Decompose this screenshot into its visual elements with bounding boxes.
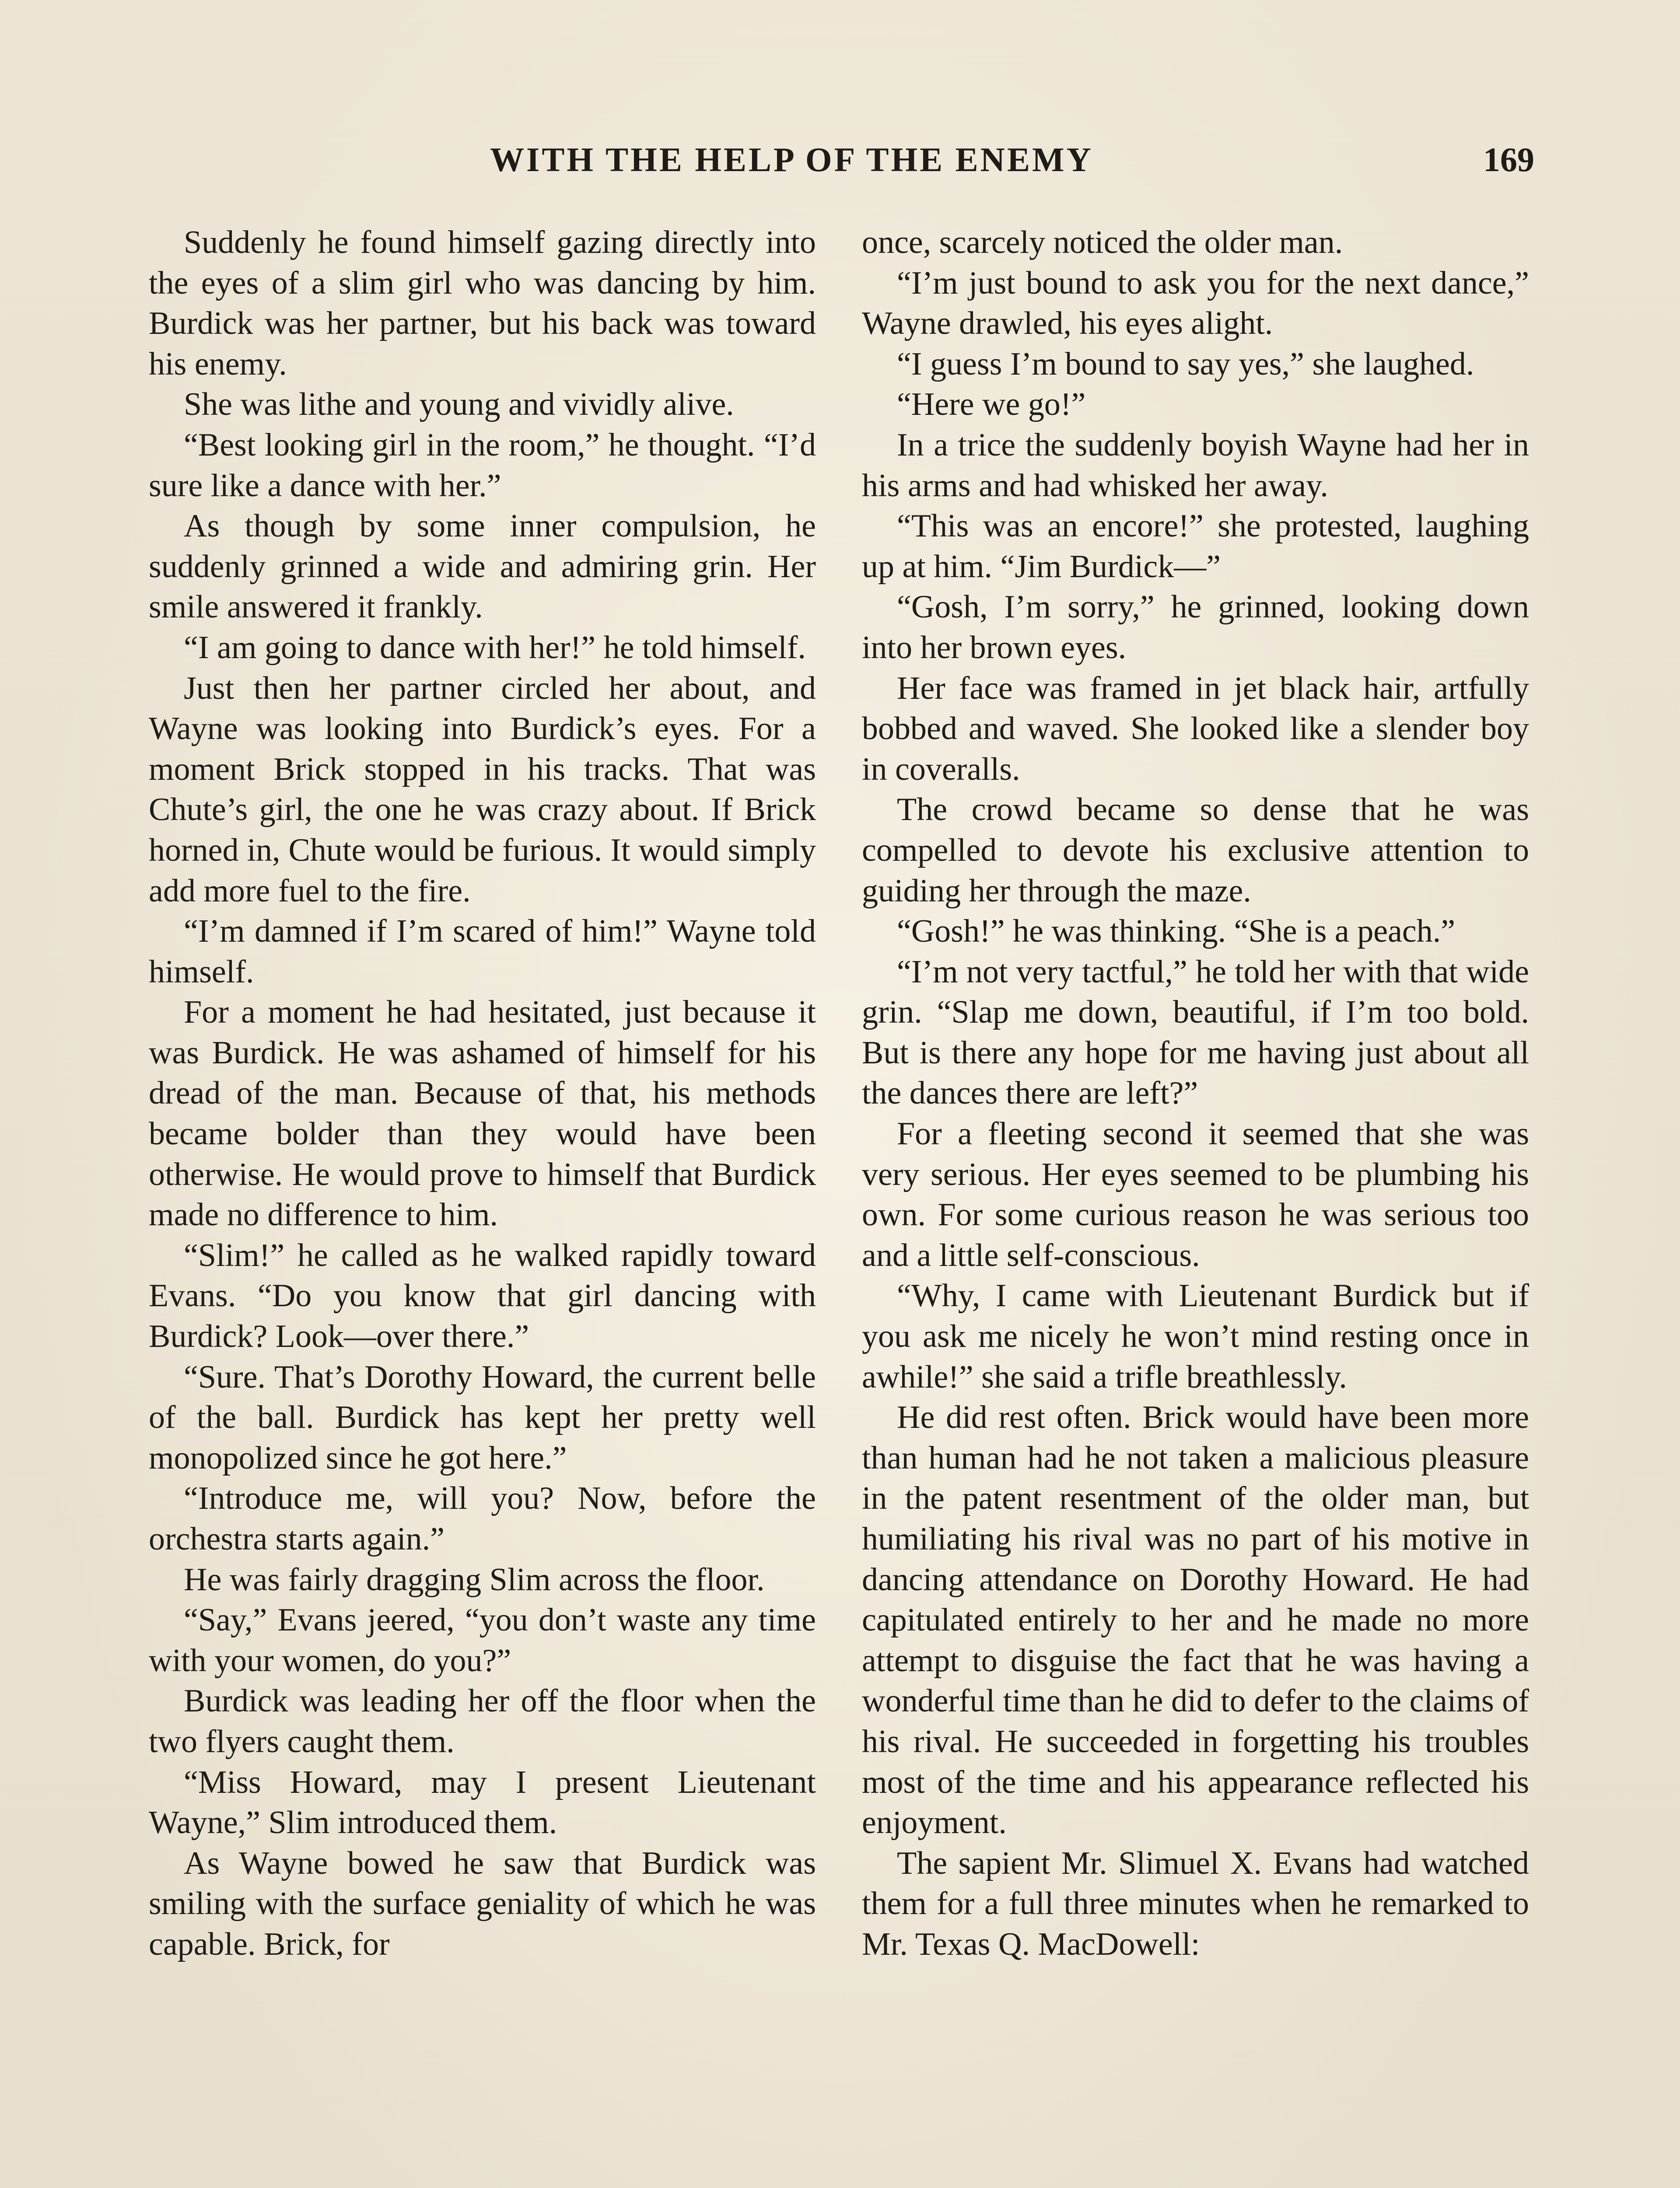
paragraph: “Introduce me, will you? Now, before the orchestra starts again.” [149,1480,816,1557]
paragraph: “I am going to dance with her!” he told himself. [184,629,806,666]
paragraph: He did rest often. Brick would have been more than human had he not taken a malicious pleasure in the patent resentment of the older man, but humiliating his rival was no part of his motive in dancing attendance on Dorothy Howard. He had capitulated entirely to her and he made no more attempt to disguise the fact that he was having a wonderful time than he did to defer to the claims of his rival. He succeeded in forgetting his troubles most of the time and his appearance reflected his enjoyment. [862,1399,1529,1841]
paragraph: “Say,” Evans jeered, “you don’t waste any time with your women, do you?” [149,1602,816,1679]
paragraph: As Wayne bowed he saw that Burdick was smiling with the surface geniality of which he was capable. Brick, for [149,1845,816,1962]
paragraph: “This was an encore!” she protested, laughing up at him. “Jim Burdick—” [862,508,1529,585]
running-title: WITH THE HELP OF THE ENEMY [490,140,1093,179]
paragraph: Just then her partner circled her about, and Wayne was looking into Burdick’s eyes. For a moment Brick stopped in his tracks. That was Chute’s girl, the one he was crazy about. If Brick horned in, Chute would be furious. It would simply add more fuel to the fire. [149,670,816,909]
paragraph: “I guess I’m bound to say yes,” she laughed. [897,346,1474,382]
paragraph: “Gosh!” he was thinking. “She is a peach.” [897,913,1456,950]
paragraph: “I’m damned if I’m scared of him!” Wayne told himself. [149,913,816,990]
left-column [149,222,816,1965]
paragraph: “Sure. That’s Dorothy Howard, the current belle of the ball. Burdick has kept her pretty well monopolized since he got here.” [149,1359,816,1476]
paragraph: “I’m just bound to ask you for the next dance,” Wayne drawled, his eyes alight. [862,265,1529,342]
paragraph: In a trice the suddenly boyish Wayne had her in his arms and had whisked her away. [862,427,1529,504]
paragraph: “Here we go!” [897,386,1086,423]
paragraph: For a fleeting second it seemed that she was very serious. Her eyes seemed to be plumbing his own. For some curious reason he was serious too and a little self-conscious. [862,1116,1529,1273]
paragraph: “Slim!” he called as he walked rapidly toward Evans. “Do you know that girl dancing with Burdick? Look—over there.” [149,1237,816,1355]
paragraph: Her face was framed in jet black hair, artfully bobbed and waved. She looked like a slender boy in coveralls. [862,670,1529,787]
right-column [862,222,1529,1965]
paragraph: “Why, I came with Lieutenant Burdick but if you ask me nicely he won’t mind resting once in awhile!” she said a trifle breathlessly. [862,1278,1529,1395]
paragraph: For a moment he had hesitated, just because it was Burdick. He was ashamed of himself for his dread of the man. Because of that, his methods became bolder than they would have been otherwise. He would prove to himself that Burdick made no difference to him. [149,994,816,1233]
paragraph: She was lithe and young and vividly alive. [184,386,734,423]
paragraph: “I’m not very tactful,” he told her with that wide grin. “Slap me down, beautiful, if I’m too bold. But is there any hope for me having just about all the dances there are left?” [862,954,1529,1112]
paragraph: “Gosh, I’m sorry,” he grinned, looking down into her brown eyes. [862,589,1529,666]
paragraph: Burdick was leading her off the floor when the two flyers caught them. [149,1683,816,1760]
page-number: 169 [1483,140,1534,179]
continued-paragraph: once, scarcely noticed the older man. [862,224,1343,260]
paragraph: He was fairly dragging Slim across the floor. [184,1561,765,1598]
paragraph: As though by some inner compulsion, he suddenly grinned a wide and admiring grin. Her smile answered it frankly. [149,508,816,625]
paragraph: The crowd became so dense that he was compelled to devote his exclusive attention to guiding her through the maze. [862,792,1529,909]
paragraph: “Miss Howard, may I present Lieutenant Wayne,” Slim introduced them. [149,1764,816,1841]
paragraph: Suddenly he found himself gazing directly into the eyes of a slim girl who was dancing by him. Burdick was her partner, but his back was toward his enemy. [149,224,816,382]
paragraph: “Best looking girl in the room,” he thought. “I’d sure like a dance with her.” [149,427,816,504]
paragraph: The sapient Mr. Slimuel X. Evans had watched them for a full three minutes when he remarked to Mr. Texas Q. MacDowell: [862,1845,1529,1962]
page-header [0,136,1680,184]
